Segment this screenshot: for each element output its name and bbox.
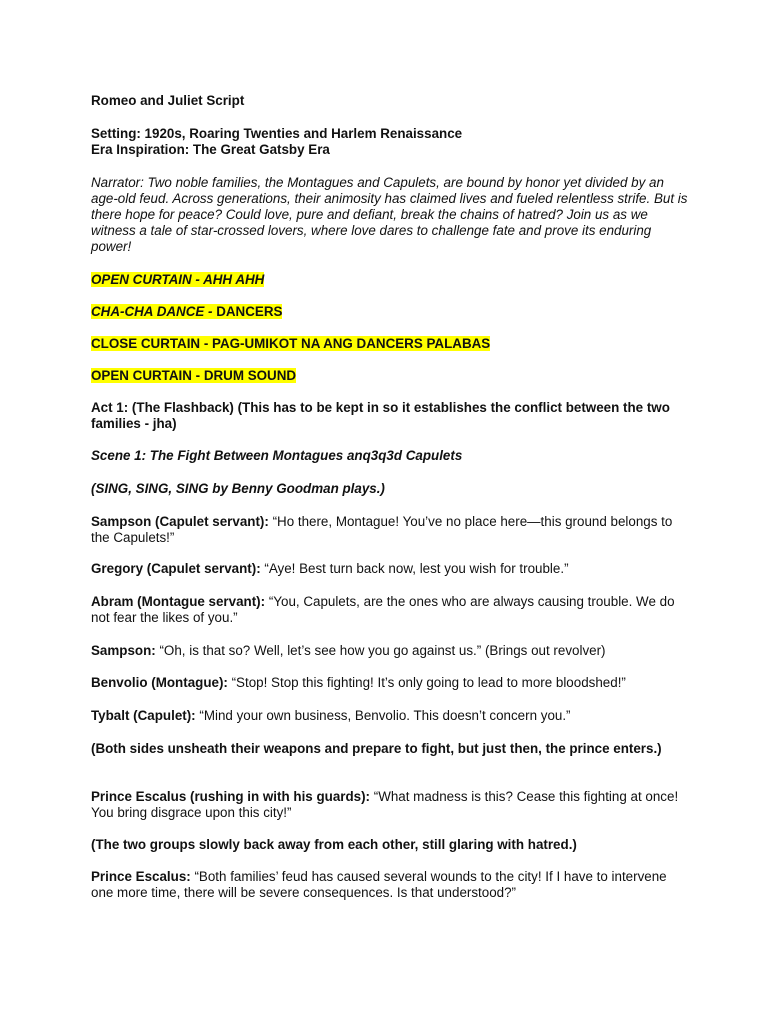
act-heading: Act 1: (The Flashback) (This has to be kept in so it establishes the conflict between the two families - jha)	[91, 400, 670, 431]
dialogue-line	[91, 789, 691, 821]
dialogue-text: “Stop! Stop this fighting! It’s only going to lead to more bloodshed!”	[227, 675, 626, 690]
speaker-name: Gregory (Capulet servant):	[91, 561, 261, 576]
dialogue-line	[91, 514, 691, 546]
music-cue: (SING, SING, SING by Benny Goodman plays.)	[91, 481, 385, 496]
speaker-name: Tybalt (Capulet):	[91, 708, 196, 723]
dialogue-text: “Aye! Best turn back now, lest you wish for trouble.”	[260, 561, 569, 576]
dialogue-line	[91, 643, 691, 659]
dialogue-text: “You, Capulets, are the ones who are always causing trouble. We do not fear the likes of you.”	[91, 594, 675, 625]
speaker-name: Prince Escalus:	[91, 869, 191, 884]
cue-open-curtain-2	[91, 368, 691, 384]
scene-heading: Scene 1: The Fight Between Montagues anq3q3d Capulets	[91, 448, 463, 463]
dialogue-line	[91, 594, 691, 626]
dialogue-text: “What madness is this? Cease this fighting at once! You bring disgrace upon this city!”	[91, 789, 679, 820]
era-line: Era Inspiration: The Great Gatsby Era	[91, 142, 330, 157]
dialogue-text: “Oh, is that so? Well, let’s see how you go against us.” (Brings out revolver)	[155, 643, 606, 658]
setting-line: Setting: 1920s, Roaring Twenties and Harlem Renaissance	[91, 126, 463, 141]
cue-cha-cha	[91, 304, 691, 320]
cue-open-curtain-2-text: OPEN CURTAIN - DRUM SOUND	[91, 368, 297, 383]
cue-cha-cha-rest: DANCERS	[216, 304, 283, 319]
stage-direction: (The two groups slowly back away from each other, still glaring with hatred.)	[91, 837, 577, 852]
speaker-name: Sampson (Capulet servant):	[91, 514, 269, 529]
dialogue-text: “Ho there, Montague! You’ve no place here—this ground belongs to the Capulets!”	[91, 514, 673, 545]
cue-close-curtain-text: CLOSE CURTAIN - PAG-UMIKOT NA ANG DANCERS PALABAS	[91, 336, 491, 351]
cue-open-curtain-1	[91, 272, 691, 288]
narrator-paragraph: Narrator: Two noble families, the Montagues and Capulets, are bound by honor yet divided by an age-old feud. Across generations, their animosity has claimed lives and fueled relentless strife. But is there hope for peace? Could love, pure and defiant, break the chains of hatred? Join us as we witness a tale of star-crossed lovers, where love dares to challenge fate and prove its enduring power!	[91, 175, 688, 254]
speaker-name: Abram (Montague servant):	[91, 594, 266, 609]
cue-cha-cha-italic: CHA-CHA DANCE -	[91, 304, 217, 319]
dialogue-line	[91, 869, 691, 901]
dialogue-line	[91, 675, 691, 691]
cue-close-curtain	[91, 336, 691, 352]
speaker-name: Prince Escalus (rushing in with his guards):	[91, 789, 371, 804]
dialogue-text: “Both families’ feud has caused several wounds to the city! If I have to intervene one more time, there will be severe consequences. Is that understood?”	[91, 869, 667, 900]
document-title: Romeo and Juliet Script	[91, 93, 245, 108]
cue-open-curtain-1-text: OPEN CURTAIN - AHH AHH	[91, 272, 265, 287]
stage-direction: (Both sides unsheath their weapons and prepare to fight, but just then, the prince enters.)	[91, 741, 662, 756]
speaker-name: Sampson:	[91, 643, 156, 658]
dialogue-text: “Mind your own business, Benvolio. This doesn’t concern you.”	[195, 708, 571, 723]
dialogue-line	[91, 708, 691, 724]
speaker-name: Benvolio (Montague):	[91, 675, 228, 690]
dialogue-line	[91, 561, 691, 577]
